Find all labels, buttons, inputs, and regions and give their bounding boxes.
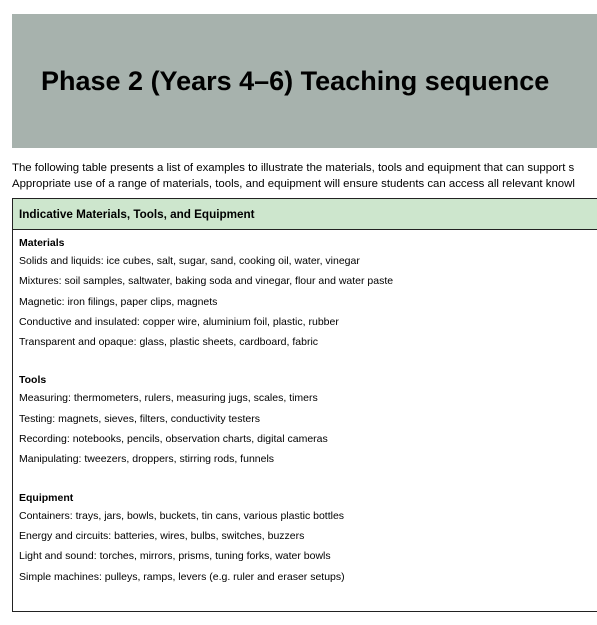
list-item: Simple machines: pulleys, ramps, levers (e.g. ruler and eraser setups) bbox=[19, 570, 345, 583]
intro-paragraph bbox=[12, 160, 597, 192]
table-body bbox=[13, 230, 597, 587]
group-spacer bbox=[19, 470, 597, 490]
list-item: Conductive and insulated: copper wire, aluminium foil, plastic, rubber bbox=[19, 315, 339, 328]
intro-line: Appropriate use of a range of materials, tools, and equipment will ensure students can access all relevant knowl bbox=[12, 178, 575, 190]
group-spacer bbox=[19, 352, 597, 372]
list-item: Transparent and opaque: glass, plastic sheets, cardboard, fabric bbox=[19, 336, 319, 349]
intro-line: The following table presents a list of examples to illustrate the materials, tools and equipment that can support s bbox=[12, 162, 575, 174]
list-item: Light and sound: torches, mirrors, prisms, tuning forks, water bowls bbox=[19, 550, 331, 563]
title-banner bbox=[12, 14, 597, 148]
list-item: Recording: notebooks, pencils, observation charts, digital cameras bbox=[19, 433, 328, 446]
group-title-equipment: Equipment bbox=[19, 491, 74, 504]
materials-table bbox=[12, 198, 597, 612]
table-header: Indicative Materials, Tools, and Equipment bbox=[13, 199, 597, 230]
page-title: Phase 2 (Years 4–6) Teaching sequence bbox=[41, 66, 550, 96]
group-title-materials: Materials bbox=[19, 237, 65, 249]
list-item: Manipulating: tweezers, droppers, stirring rods, funnels bbox=[19, 453, 275, 466]
list-item: Measuring: thermometers, rulers, measuring jugs, scales, timers bbox=[19, 392, 318, 405]
group-title-tools: Tools bbox=[19, 374, 47, 387]
list-item: Mixtures: soil samples, saltwater, baking soda and vinegar, flour and water paste bbox=[19, 275, 394, 288]
list-item: Magnetic: iron filings, paper clips, magnets bbox=[19, 295, 218, 308]
list-item: Energy and circuits: batteries, wires, bulbs, switches, buzzers bbox=[19, 529, 305, 542]
list-item: Testing: magnets, sieves, filters, conductivity testers bbox=[19, 412, 261, 425]
list-item: Containers: trays, jars, bowls, buckets, tin cans, various plastic bottles bbox=[19, 509, 345, 522]
list-item: Solids and liquids: ice cubes, salt, sugar, sand, cooking oil, water, vinegar bbox=[19, 255, 360, 267]
